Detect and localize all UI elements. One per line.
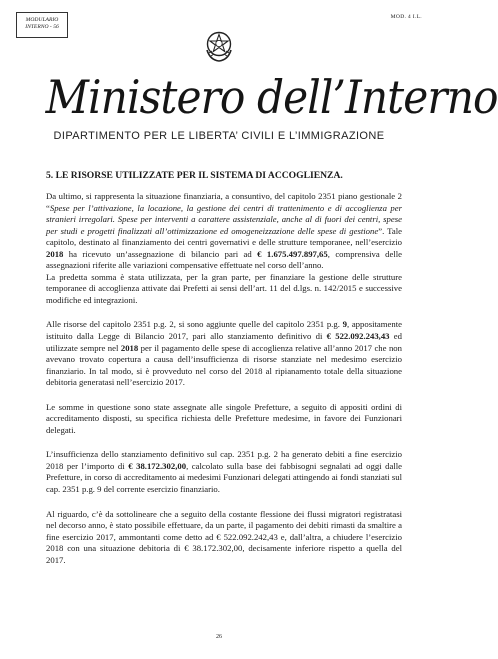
- paragraph-conclusion: Al riguardo, c’è da sottolineare che a seguito della costante flessione dei flussi migratori registratasi nel decorso anno, è stato possibile effettuare, da un parte, il pagamento dei debiti rimasti da smaltire a fine esercizio 2017, ammontanti come detto ad € 522.092.242,43 e, dall’altra, a chiudere l’esercizio 2018 con una situazione debitoria di € 38.172.302,00, decisamente inferiore rispetto a quella del 2017.: [46, 508, 402, 565]
- text-run: , appositamente istituito dalla Legge di Bilancio 2017, pari allo stanziamento definitivo di: [46, 319, 402, 342]
- allocation-amount: € 522.092.243,43: [326, 331, 390, 342]
- model-code: MOD. 4 I.L.: [390, 14, 422, 20]
- debt-amount: € 38.172.302,00: [128, 460, 187, 471]
- form-label-line1: MODULARIO: [25, 17, 59, 23]
- paragraph-additional-resources: [46, 319, 402, 388]
- year-2018: 2018: [120, 342, 139, 353]
- year-2018: 2018: [46, 248, 64, 259]
- paragraph-fund-usage: La predetta somma è stata utilizzata, per la gran parte, per finanziare la gestione delle strutture temporanee di accoglienza attivate dai Prefetti ai sensi dell’art. 11 del d.lgs. n. 142/2015 e successive modifiche ed integrazioni.: [46, 271, 402, 305]
- text-run: , comprensiva delle assegnazioni riferite alle variazioni compensative effettuate nel corso dell’anno.: [46, 248, 403, 271]
- body-text: [46, 191, 402, 579]
- text-run: L’insufficienza dello stanziamento definitivo sul cap. 2351 p.g. 2 ha generato debiti a fine esercizio 2018 per l’importo di: [46, 449, 402, 471]
- republic-emblem-icon: [204, 30, 234, 63]
- form-label-line2: INTERNO - 56: [25, 24, 59, 30]
- text-run: per il pagamento delle spese di accoglienza relative all’anno 2017 che non avevano trovato copertura a causa dell’insufficienza di risorse stanziate nel medesimo esercizio finanziario. In tal modo, si è provveduto nel corso del 2018 al ripianamento totale della situazione debitoria generatasi nell’esercizio 2017.: [46, 342, 402, 388]
- text-run: Da ultimo, si rappresenta la situazione finanziaria, a consuntivo, del capitolo 2351 piano gestionale 2 “: [46, 191, 402, 213]
- paragraph-insufficiency: [46, 449, 402, 495]
- text-run: ha ricevuto un’assegnazione di bilancio pari ad: [63, 248, 258, 259]
- form-label-box: [16, 12, 68, 38]
- budget-amount: € 1.675.497.897,65: [257, 248, 328, 259]
- section-heading: 5. LE RISORSE UTILIZZATE PER IL SISTEMA DI ACCOGLIENZA.: [46, 170, 343, 181]
- ministry-title: Ministero dell’Interno: [45, 70, 498, 124]
- chapter-description: Spese per l’attivazione, la locazione, la gestione dei centri di trattenimento e di accoglienza per stranieri irregolari. Spese per interventi a carattere assistenziale, anche al di fuori dei centri, spese per studi e progetti finalizzati all’ottimizzazione ed omogeneizzazione delle spese di gestione: [46, 202, 402, 236]
- plan-number: 9: [342, 319, 347, 330]
- text-run: Alle risorse del capitolo 2351 p.g. 2, si sono aggiunte quelle del capitolo 2351 p.g.: [46, 319, 343, 330]
- department-name: DIPARTIMENTO PER LE LIBERTA’ CIVILI E L’IMMIGRAZIONE: [53, 130, 385, 142]
- paragraph-financial-situation: [46, 191, 402, 272]
- text-run: ed utilizzate sempre nel: [46, 331, 402, 353]
- text-run: ”. Tale capitolo, destinato al finanziamento dei centri governativi e delle strutture temporanee, nell’esercizio: [46, 225, 402, 248]
- text-run: , calcolato sulla base dei fabbisogni segnalati ad oggi dalle Prefetture, in corso di accreditamento ai medesimi Funzionari delegati attingendo ai fondi stanziati sul cap. 2351 p.g. 9 del corrente esercizio finanziario.: [46, 460, 403, 495]
- paragraph-prefecture-assignment: Le somme in questione sono state assegnate alle singole Prefetture, a seguito di appositi ordini di accreditamento disposti, su specifica richiesta delle Prefetture medesime, in favore dei Funzionari delegati.: [46, 401, 402, 435]
- page-number: 26: [216, 634, 222, 640]
